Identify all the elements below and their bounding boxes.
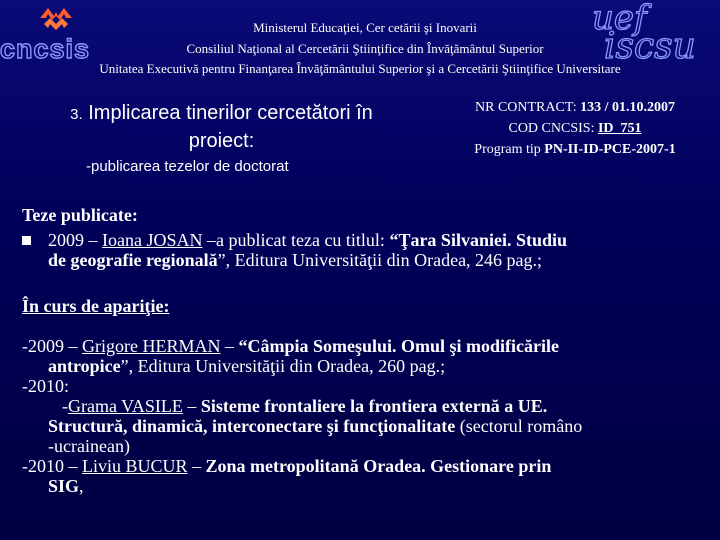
curs-e3-title-2: SIG [48,476,80,496]
curs-e2-rest: (sectorul româno [455,416,583,436]
curs-e3-author: Liviu BUCUR [82,456,188,476]
curs-e2-author: Grama VASILE [68,396,183,416]
contract-info [440,97,710,160]
teze-heading-text: Teze publicate: [22,205,138,225]
teze-text: –a publicat teza cu titlul: [202,230,390,250]
list-item [22,336,712,356]
section-title [24,100,419,155]
curs-e3-sep: – [187,456,206,476]
curs-e2-lead: - [62,396,68,416]
contract-nr-label: NR CONTRACT: [475,100,577,115]
header-unit: Unitatea Executivă pentru Finanţarea Învăţământului Superior şi a Cercetării Ştiinţifice Universitare [99,61,621,76]
curs-heading [22,296,170,317]
curs-e1-sep: – [220,336,239,356]
curs-e2-rest-2: -ucrainean) [48,436,130,456]
contract-cod-value: ID_751 [597,121,642,136]
teze-year: 2009 – [48,230,98,250]
teze-rest: ”, Editura Universităţii din Oradea, 246 pag.; [217,250,543,270]
list-item-cont [22,476,712,496]
contract-cod-label: COD CNCSIS: [508,121,595,136]
contract-cod-row [440,118,710,139]
list-item [22,230,702,270]
logo-text-bottom: iscsu [604,26,696,67]
list-item-cont [22,436,712,456]
contract-nr-row [440,97,710,118]
cncsis-logo: cncsis [0,34,91,64]
curs-e1-author: Grigore HERMAN [82,336,221,356]
teze-author: Ioana JOSAN [102,230,203,250]
list-item-cont [22,356,712,376]
curs-e1-title-2: antropice [48,356,121,376]
curs-e2-year: -2010: [22,376,69,396]
curs-e2-title-2: Structură, dinamică, interconectare şi funcţionalitate [48,416,456,436]
contract-program-label: Program tip [474,142,541,157]
contract-program-value: PN-II-ID-PCE-2007-1 [544,142,676,157]
section-number: 3. [70,106,83,123]
curs-list [22,336,712,496]
square-bullet-icon [22,236,31,245]
logo-text-top: uef [592,0,647,38]
curs-e2-sep: – [182,396,201,416]
uefiscsu-logo [586,0,720,68]
contract-program-row [440,139,710,160]
teze-heading [22,205,138,226]
list-item [22,376,712,396]
contract-nr-value: 133 / 01.10.2007 [580,100,675,115]
curs-e1-rest: ”, Editura Universităţii din Oradea, 260 pag.; [120,356,446,376]
curs-e3-rest: , [79,476,84,496]
section-subtitle: -publicarea tezelor de doctorat [86,158,289,175]
section-title-line1: Implicarea tinerilor cercetători în [88,102,373,124]
curs-e1-year: -2009 – [22,336,78,356]
curs-e3-title: Zona metropolitană Oradea. Gestionare prin [205,456,552,476]
list-item-cont [22,416,712,436]
header-ministry: Ministerul Educaţiei, Cer cetării şi Inovarii [253,20,477,35]
curs-e3-year: -2010 – [22,456,78,476]
curs-heading-text: În curs de apariţie: [22,296,170,316]
section-title-line2: proiect: [188,130,255,152]
teze-title-2: de geografie regională [48,250,218,270]
curs-e1-title: “Câmpia Someşului. Omul şi modificările [238,336,559,356]
list-item-cont [22,396,712,416]
list-item [22,456,712,476]
curs-e2-title: Sisteme frontaliere la frontiera externă a UE. [200,396,548,416]
teze-title: “Ţara Silvaniei. Studiu [389,230,567,250]
header-council: Consiliul Naţional al Cercetării Ştiinţifice din Învăţământul Superior [186,41,544,56]
